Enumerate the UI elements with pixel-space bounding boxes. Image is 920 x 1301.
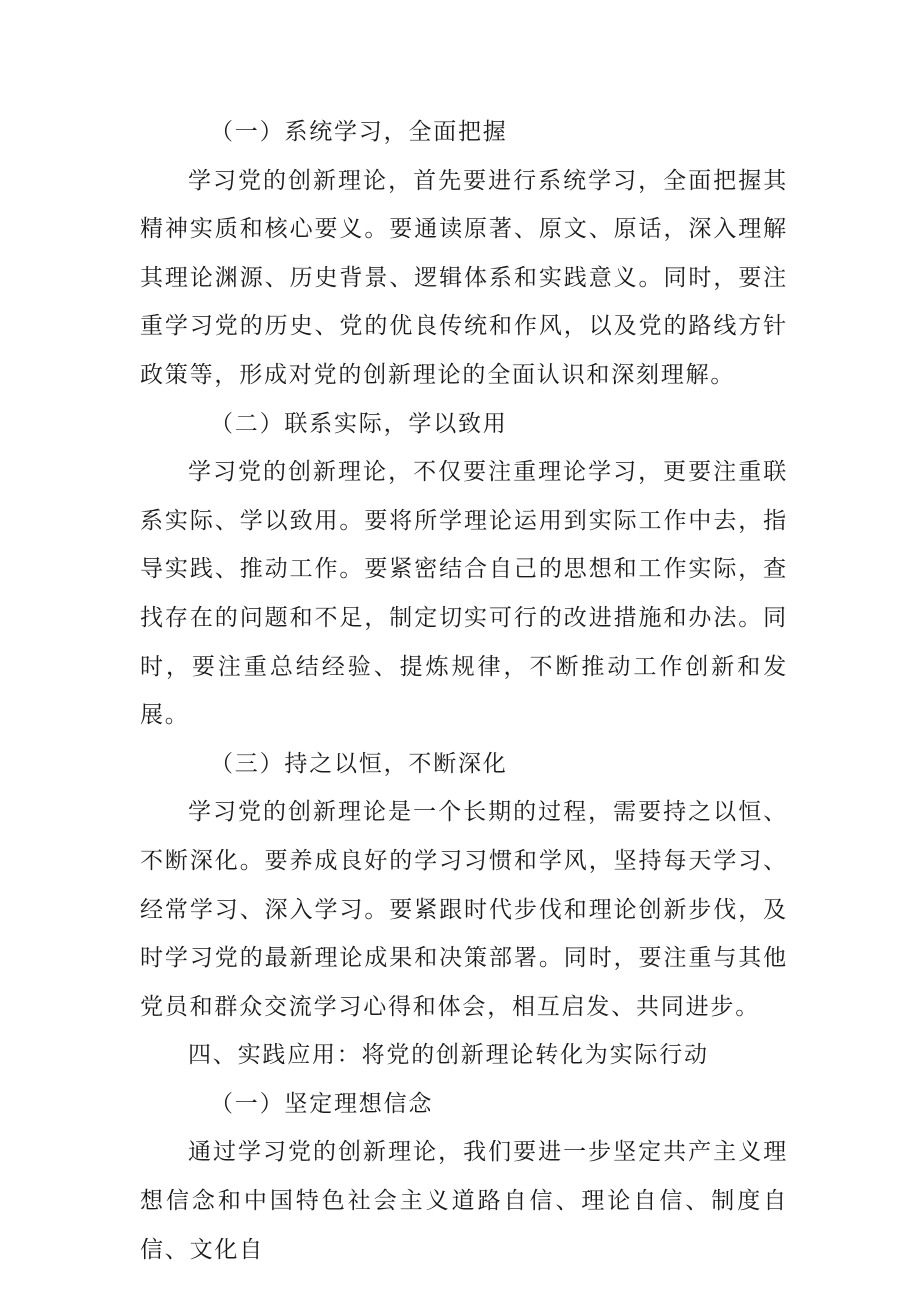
section-heading-4-1: （一）坚定理想信念 bbox=[210, 1090, 434, 1117]
section-heading-3: （三）持之以恒，不断深化 bbox=[210, 750, 508, 777]
chapter-heading-4: 四、实践应用：将党的创新理论转化为实际行动 bbox=[188, 1042, 709, 1069]
section-heading-1: （一）系统学习，全面把握 bbox=[210, 119, 508, 145]
paragraph-1: 学习党的创新理论，首先要进行系统学习，全面把握其精神实质和核心要义。要通读原著、原文、原话，深入理解其理论渊源、历史背景、逻辑体系和实践意义。同时，要注重学习党的历史、党的优良传统和作风，以及党的路线方针政策等，形成对党的创新理论的全面认识和深刻理解。 bbox=[140, 167, 788, 388]
paragraph-4: 通过学习党的创新理论，我们要进一步坚定共产主义理想信念和中国特色社会主义道路自信、理论自信、制度自信、文化自 bbox=[140, 1139, 788, 1263]
paragraph-2: 学习党的创新理论，不仅要注重理论学习，更要注重联系实际、学以致用。要将所学理论运用到实际工作中去，指导实践、推动工作。要紧密结合自己的思想和工作实际，查找存在的问题和不足，制定切实可行的改进措施和办法。同时，要注重总结经验、提炼规律，不断推动工作创新和发展。 bbox=[140, 459, 788, 729]
section-heading-2: （二）联系实际，学以致用 bbox=[210, 410, 508, 437]
paragraph-3: 学习党的创新理论是一个长期的过程，需要持之以恒、不断深化。要养成良好的学习习惯和学风，坚持每天学习、经常学习、深入学习。要紧跟时代步伐和理论创新步伐，及时学习党的最新理论成果和决策部署。同时，要注重与其他党员和群众交流学习心得和体会，相互启发、共同进步。 bbox=[140, 799, 788, 1020]
document-body bbox=[140, 108, 788, 1274]
